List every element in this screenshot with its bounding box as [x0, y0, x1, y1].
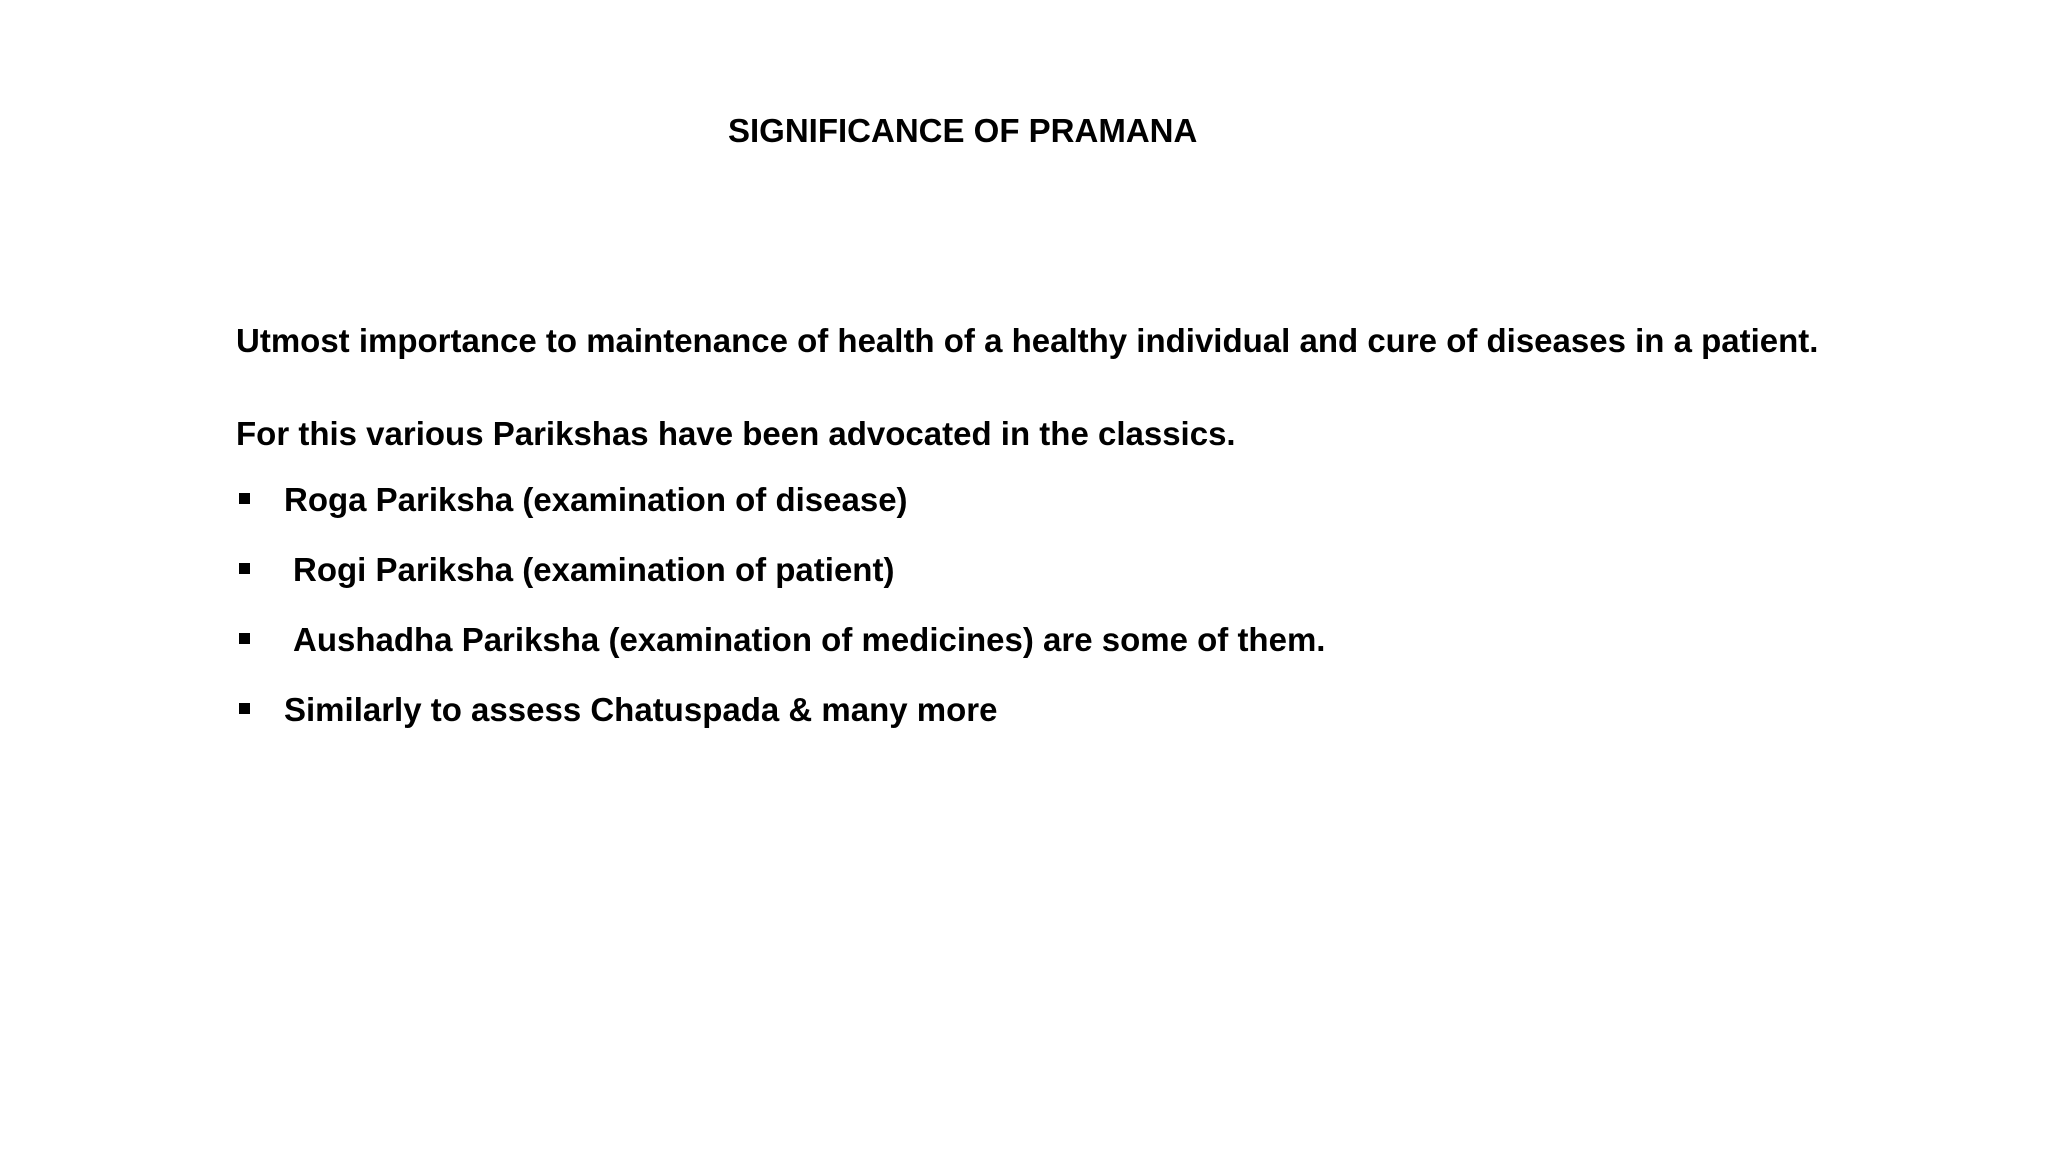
bullet-text: Rogi Pariksha (examination of patient) — [293, 551, 895, 588]
square-bullet-icon — [239, 703, 250, 714]
slide-title: SIGNIFICANCE OF PRAMANA — [728, 112, 1198, 149]
lead-in-paragraph: For this various Parikshas have been advocated in the classics. — [236, 415, 1236, 452]
square-bullet-icon — [239, 563, 250, 574]
bullet-text: Aushadha Pariksha (examination of medicines) are some of them. — [293, 621, 1326, 658]
square-bullet-icon — [239, 493, 250, 504]
bullet-text: Similarly to assess Chatuspada & many more — [284, 691, 998, 728]
square-bullet-icon — [239, 633, 250, 644]
intro-paragraph: Utmost importance to maintenance of health of a healthy individual and cure of diseases in a patient. — [236, 322, 1819, 359]
bullet-text: Roga Pariksha (examination of disease) — [284, 481, 908, 518]
